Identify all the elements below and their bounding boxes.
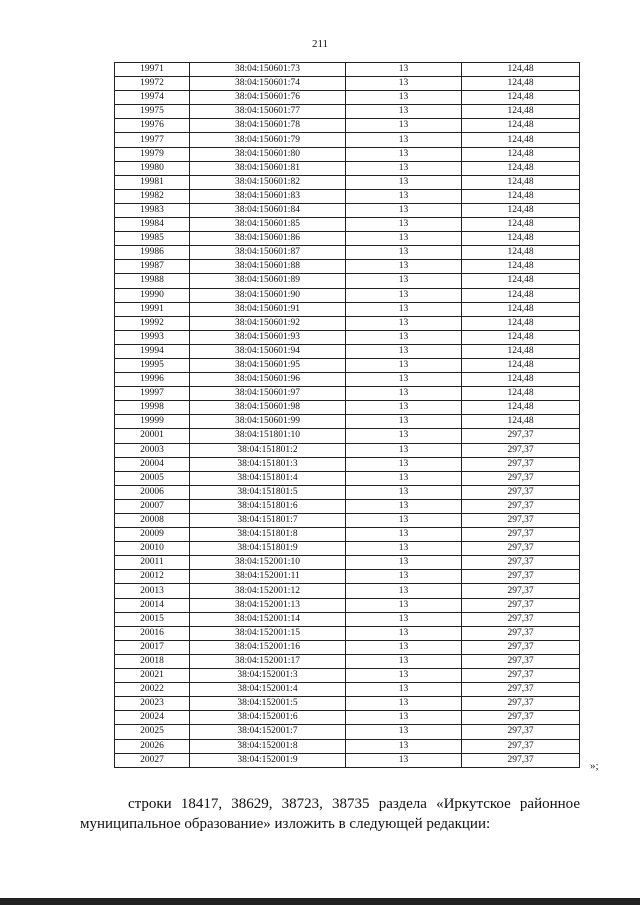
value-cell: 124,48 xyxy=(462,218,580,232)
table-body xyxy=(115,63,580,768)
row-number-cell: 20006 xyxy=(115,485,190,499)
value-cell: 124,48 xyxy=(462,288,580,302)
table-row xyxy=(115,443,580,457)
closing-quote: »; xyxy=(590,760,599,772)
code-cell: 13 xyxy=(346,161,462,175)
cadastral-number-cell: 38:04:150601:80 xyxy=(190,147,346,161)
table-row xyxy=(115,63,580,77)
scan-bottom-edge xyxy=(0,898,640,905)
row-number-cell: 19996 xyxy=(115,373,190,387)
cadastral-number-cell: 38:04:152001:15 xyxy=(190,626,346,640)
cadastral-number-cell: 38:04:150601:98 xyxy=(190,401,346,415)
row-number-cell: 19992 xyxy=(115,316,190,330)
code-cell: 13 xyxy=(346,654,462,668)
cadastral-number-cell: 38:04:152001:3 xyxy=(190,669,346,683)
code-cell: 13 xyxy=(346,669,462,683)
table-row xyxy=(115,246,580,260)
cadastral-number-cell: 38:04:150601:82 xyxy=(190,175,346,189)
value-cell: 124,48 xyxy=(462,274,580,288)
table-row xyxy=(115,232,580,246)
table-row xyxy=(115,288,580,302)
cadastral-number-cell: 38:04:150601:86 xyxy=(190,232,346,246)
code-cell: 13 xyxy=(346,316,462,330)
value-cell: 124,48 xyxy=(462,232,580,246)
value-cell: 297,37 xyxy=(462,739,580,753)
value-cell: 124,48 xyxy=(462,175,580,189)
page-number: 211 xyxy=(311,38,329,50)
code-cell: 13 xyxy=(346,175,462,189)
value-cell: 297,37 xyxy=(462,753,580,767)
value-cell: 124,48 xyxy=(462,246,580,260)
table-row xyxy=(115,373,580,387)
value-cell: 124,48 xyxy=(462,189,580,203)
cadastral-number-cell: 38:04:152001:17 xyxy=(190,654,346,668)
code-cell: 13 xyxy=(346,584,462,598)
code-cell: 13 xyxy=(346,232,462,246)
table-row xyxy=(115,161,580,175)
value-cell: 124,48 xyxy=(462,373,580,387)
row-number-cell: 20016 xyxy=(115,626,190,640)
row-number-cell: 19985 xyxy=(115,232,190,246)
row-number-cell: 20010 xyxy=(115,542,190,556)
row-number-cell: 20021 xyxy=(115,669,190,683)
cadastral-number-cell: 38:04:150601:94 xyxy=(190,344,346,358)
code-cell: 13 xyxy=(346,556,462,570)
code-cell: 13 xyxy=(346,133,462,147)
row-number-cell: 19975 xyxy=(115,105,190,119)
table-row xyxy=(115,105,580,119)
cadastral-number-cell: 38:04:150601:81 xyxy=(190,161,346,175)
table-row xyxy=(115,344,580,358)
table-row xyxy=(115,457,580,471)
row-number-cell: 20009 xyxy=(115,528,190,542)
cadastral-number-cell: 38:04:151801:6 xyxy=(190,499,346,513)
row-number-cell: 20018 xyxy=(115,654,190,668)
value-cell: 124,48 xyxy=(462,91,580,105)
value-cell: 297,37 xyxy=(462,640,580,654)
table-row xyxy=(115,147,580,161)
row-number-cell: 19999 xyxy=(115,415,190,429)
row-number-cell: 19979 xyxy=(115,147,190,161)
table-row xyxy=(115,260,580,274)
value-cell: 124,48 xyxy=(462,401,580,415)
cadastral-number-cell: 38:04:152001:9 xyxy=(190,753,346,767)
code-cell: 13 xyxy=(346,514,462,528)
table-row xyxy=(115,626,580,640)
cadastral-number-cell: 38:04:151801:3 xyxy=(190,457,346,471)
row-number-cell: 20008 xyxy=(115,514,190,528)
table-row xyxy=(115,725,580,739)
cadastral-number-cell: 38:04:150601:87 xyxy=(190,246,346,260)
value-cell: 297,37 xyxy=(462,542,580,556)
code-cell: 13 xyxy=(346,330,462,344)
row-number-cell: 20017 xyxy=(115,640,190,654)
value-cell: 297,37 xyxy=(462,471,580,485)
cadastral-number-cell: 38:04:152001:14 xyxy=(190,612,346,626)
paragraph-line-2: муниципальное образование» изложить в следующей редакции: xyxy=(80,816,491,832)
table-row xyxy=(115,358,580,372)
table-row xyxy=(115,514,580,528)
code-cell: 13 xyxy=(346,697,462,711)
table-row xyxy=(115,654,580,668)
table-row xyxy=(115,499,580,513)
table-row xyxy=(115,401,580,415)
row-number-cell: 19993 xyxy=(115,330,190,344)
row-number-cell: 19998 xyxy=(115,401,190,415)
table-row xyxy=(115,528,580,542)
cadastral-number-cell: 38:04:150601:96 xyxy=(190,373,346,387)
cadastral-number-cell: 38:04:150601:79 xyxy=(190,133,346,147)
row-number-cell: 20012 xyxy=(115,570,190,584)
table-row xyxy=(115,119,580,133)
table-row xyxy=(115,429,580,443)
cadastral-number-cell: 38:04:150601:74 xyxy=(190,77,346,91)
row-number-cell: 19977 xyxy=(115,133,190,147)
row-number-cell: 19971 xyxy=(115,63,190,77)
cadastral-number-cell: 38:04:151801:10 xyxy=(190,429,346,443)
code-cell: 13 xyxy=(346,499,462,513)
cadastral-number-cell: 38:04:150601:97 xyxy=(190,387,346,401)
code-cell: 13 xyxy=(346,387,462,401)
value-cell: 124,48 xyxy=(462,105,580,119)
row-number-cell: 20004 xyxy=(115,457,190,471)
table-row xyxy=(115,542,580,556)
table-row xyxy=(115,471,580,485)
row-number-cell: 20023 xyxy=(115,697,190,711)
cadastral-number-cell: 38:04:150601:90 xyxy=(190,288,346,302)
row-number-cell: 20015 xyxy=(115,612,190,626)
row-number-cell: 20014 xyxy=(115,598,190,612)
row-number-cell: 19980 xyxy=(115,161,190,175)
code-cell: 13 xyxy=(346,415,462,429)
cadastral-number-cell: 38:04:152001:7 xyxy=(190,725,346,739)
cadastral-number-cell: 38:04:151801:5 xyxy=(190,485,346,499)
code-cell: 13 xyxy=(346,542,462,556)
table-row xyxy=(115,711,580,725)
code-cell: 13 xyxy=(346,570,462,584)
cadastral-number-cell: 38:04:152001:11 xyxy=(190,570,346,584)
cadastral-number-cell: 38:04:152001:4 xyxy=(190,683,346,697)
code-cell: 13 xyxy=(346,612,462,626)
table-row xyxy=(115,669,580,683)
code-cell: 13 xyxy=(346,119,462,133)
row-number-cell: 20005 xyxy=(115,471,190,485)
code-cell: 13 xyxy=(346,753,462,767)
row-number-cell: 19994 xyxy=(115,344,190,358)
value-cell: 297,37 xyxy=(462,457,580,471)
value-cell: 297,37 xyxy=(462,711,580,725)
code-cell: 13 xyxy=(346,443,462,457)
cadastral-number-cell: 38:04:152001:5 xyxy=(190,697,346,711)
value-cell: 124,48 xyxy=(462,203,580,217)
row-number-cell: 19981 xyxy=(115,175,190,189)
table-row xyxy=(115,387,580,401)
table-row xyxy=(115,485,580,499)
code-cell: 13 xyxy=(346,203,462,217)
row-number-cell: 20027 xyxy=(115,753,190,767)
row-number-cell: 19976 xyxy=(115,119,190,133)
cadastral-number-cell: 38:04:150601:88 xyxy=(190,260,346,274)
cadastral-number-cell: 38:04:150601:76 xyxy=(190,91,346,105)
cadastral-number-cell: 38:04:150601:99 xyxy=(190,415,346,429)
paragraph-line-1: строки 18417, 38629, 38723, 38735 раздела «Иркутское районное xyxy=(128,796,580,812)
table-row xyxy=(115,697,580,711)
code-cell: 13 xyxy=(346,485,462,499)
code-cell: 13 xyxy=(346,471,462,485)
code-cell: 13 xyxy=(346,358,462,372)
code-cell: 13 xyxy=(346,105,462,119)
table-row xyxy=(115,612,580,626)
value-cell: 124,48 xyxy=(462,316,580,330)
value-cell: 124,48 xyxy=(462,147,580,161)
code-cell: 13 xyxy=(346,246,462,260)
code-cell: 13 xyxy=(346,626,462,640)
cadastral-number-cell: 38:04:150601:83 xyxy=(190,189,346,203)
cadastral-number-cell: 38:04:150601:73 xyxy=(190,63,346,77)
value-cell: 297,37 xyxy=(462,626,580,640)
value-cell: 297,37 xyxy=(462,556,580,570)
cadastral-number-cell: 38:04:151801:9 xyxy=(190,542,346,556)
cadastral-number-cell: 38:04:151801:2 xyxy=(190,443,346,457)
cadastral-number-cell: 38:04:150601:77 xyxy=(190,105,346,119)
code-cell: 13 xyxy=(346,91,462,105)
value-cell: 297,37 xyxy=(462,725,580,739)
row-number-cell: 19995 xyxy=(115,358,190,372)
table-row xyxy=(115,133,580,147)
cadastral-number-cell: 38:04:150601:78 xyxy=(190,119,346,133)
amendment-paragraph xyxy=(80,794,580,834)
row-number-cell: 19988 xyxy=(115,274,190,288)
code-cell: 13 xyxy=(346,401,462,415)
cadastral-number-cell: 38:04:152001:13 xyxy=(190,598,346,612)
cadastral-number-cell: 38:04:152001:10 xyxy=(190,556,346,570)
value-cell: 297,37 xyxy=(462,443,580,457)
row-number-cell: 19997 xyxy=(115,387,190,401)
value-cell: 124,48 xyxy=(462,133,580,147)
cadastral-number-cell: 38:04:151801:4 xyxy=(190,471,346,485)
table-row xyxy=(115,77,580,91)
table-row xyxy=(115,598,580,612)
row-number-cell: 20022 xyxy=(115,683,190,697)
value-cell: 297,37 xyxy=(462,584,580,598)
value-cell: 124,48 xyxy=(462,119,580,133)
value-cell: 297,37 xyxy=(462,598,580,612)
code-cell: 13 xyxy=(346,528,462,542)
row-number-cell: 20024 xyxy=(115,711,190,725)
table-row xyxy=(115,330,580,344)
value-cell: 297,37 xyxy=(462,697,580,711)
value-cell: 297,37 xyxy=(462,485,580,499)
code-cell: 13 xyxy=(346,739,462,753)
row-number-cell: 20003 xyxy=(115,443,190,457)
code-cell: 13 xyxy=(346,344,462,358)
cadastral-number-cell: 38:04:150601:91 xyxy=(190,302,346,316)
code-cell: 13 xyxy=(346,640,462,654)
code-cell: 13 xyxy=(346,274,462,288)
code-cell: 13 xyxy=(346,77,462,91)
code-cell: 13 xyxy=(346,302,462,316)
value-cell: 124,48 xyxy=(462,77,580,91)
row-number-cell: 19982 xyxy=(115,189,190,203)
row-number-cell: 19987 xyxy=(115,260,190,274)
cadastral-number-cell: 38:04:152001:8 xyxy=(190,739,346,753)
table-row xyxy=(115,739,580,753)
code-cell: 13 xyxy=(346,683,462,697)
table-row xyxy=(115,415,580,429)
cadastral-number-cell: 38:04:151801:7 xyxy=(190,514,346,528)
code-cell: 13 xyxy=(346,711,462,725)
value-cell: 297,37 xyxy=(462,514,580,528)
cadastral-number-cell: 38:04:151801:8 xyxy=(190,528,346,542)
row-number-cell: 20025 xyxy=(115,725,190,739)
value-cell: 124,48 xyxy=(462,260,580,274)
table-row xyxy=(115,175,580,189)
value-cell: 297,37 xyxy=(462,669,580,683)
value-cell: 124,48 xyxy=(462,387,580,401)
value-cell: 297,37 xyxy=(462,429,580,443)
cadastral-number-cell: 38:04:150601:92 xyxy=(190,316,346,330)
value-cell: 297,37 xyxy=(462,683,580,697)
table-row xyxy=(115,584,580,598)
cadastral-number-cell: 38:04:150601:84 xyxy=(190,203,346,217)
row-number-cell: 20026 xyxy=(115,739,190,753)
value-cell: 124,48 xyxy=(462,415,580,429)
value-cell: 124,48 xyxy=(462,302,580,316)
value-cell: 124,48 xyxy=(462,161,580,175)
row-number-cell: 20001 xyxy=(115,429,190,443)
table-row xyxy=(115,203,580,217)
row-number-cell: 19986 xyxy=(115,246,190,260)
cadastral-number-cell: 38:04:152001:16 xyxy=(190,640,346,654)
row-number-cell: 20007 xyxy=(115,499,190,513)
row-number-cell: 20011 xyxy=(115,556,190,570)
value-cell: 297,37 xyxy=(462,654,580,668)
code-cell: 13 xyxy=(346,218,462,232)
code-cell: 13 xyxy=(346,429,462,443)
table-row xyxy=(115,274,580,288)
cadastral-number-cell: 38:04:150601:93 xyxy=(190,330,346,344)
row-number-cell: 19972 xyxy=(115,77,190,91)
code-cell: 13 xyxy=(346,288,462,302)
table-row xyxy=(115,91,580,105)
value-cell: 124,48 xyxy=(462,63,580,77)
code-cell: 13 xyxy=(346,725,462,739)
table-row xyxy=(115,302,580,316)
value-cell: 297,37 xyxy=(462,612,580,626)
code-cell: 13 xyxy=(346,147,462,161)
cadastral-number-cell: 38:04:150601:95 xyxy=(190,358,346,372)
code-cell: 13 xyxy=(346,373,462,387)
value-cell: 297,37 xyxy=(462,528,580,542)
table-row xyxy=(115,218,580,232)
table-row xyxy=(115,189,580,203)
code-cell: 13 xyxy=(346,457,462,471)
value-cell: 124,48 xyxy=(462,358,580,372)
cadastral-number-cell: 38:04:152001:6 xyxy=(190,711,346,725)
value-cell: 297,37 xyxy=(462,499,580,513)
table-row xyxy=(115,570,580,584)
table-row xyxy=(115,640,580,654)
code-cell: 13 xyxy=(346,189,462,203)
row-number-cell: 20013 xyxy=(115,584,190,598)
table-row xyxy=(115,316,580,330)
code-cell: 13 xyxy=(346,63,462,77)
cadastral-table xyxy=(114,62,580,768)
row-number-cell: 19974 xyxy=(115,91,190,105)
row-number-cell: 19984 xyxy=(115,218,190,232)
row-number-cell: 19983 xyxy=(115,203,190,217)
row-number-cell: 19991 xyxy=(115,302,190,316)
table-row xyxy=(115,683,580,697)
code-cell: 13 xyxy=(346,260,462,274)
value-cell: 124,48 xyxy=(462,344,580,358)
value-cell: 124,48 xyxy=(462,330,580,344)
table-row xyxy=(115,753,580,767)
code-cell: 13 xyxy=(346,598,462,612)
table-row xyxy=(115,556,580,570)
cadastral-number-cell: 38:04:150601:85 xyxy=(190,218,346,232)
value-cell: 297,37 xyxy=(462,570,580,584)
cadastral-number-cell: 38:04:152001:12 xyxy=(190,584,346,598)
cadastral-number-cell: 38:04:150601:89 xyxy=(190,274,346,288)
row-number-cell: 19990 xyxy=(115,288,190,302)
